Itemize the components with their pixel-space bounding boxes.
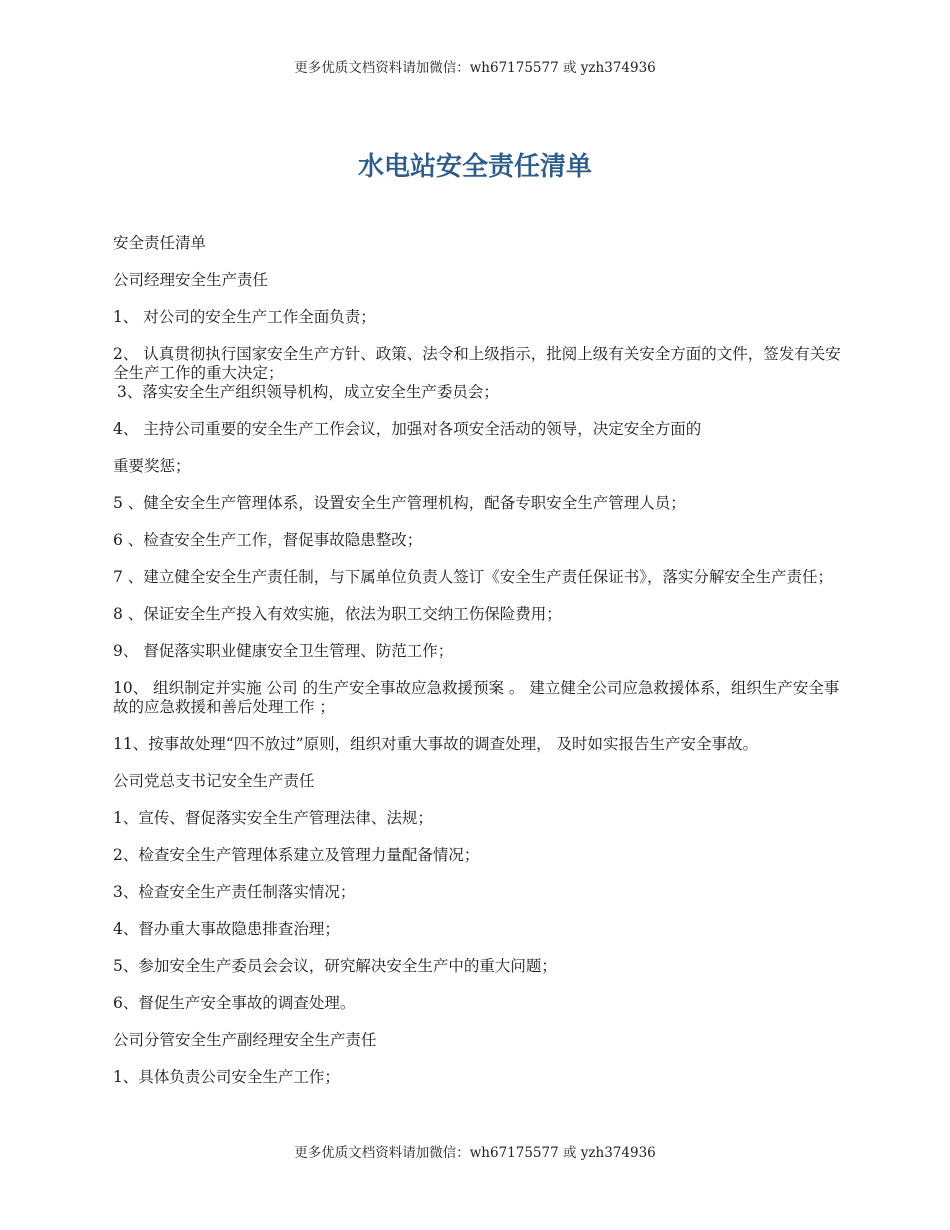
list-item: 1、 对公司的安全生产工作全面负责； <box>113 308 376 326</box>
list-item: 3、检查安全生产责任制落实情况； <box>113 883 356 901</box>
list-item: 6 、检查安全生产工作，督促事故隐患整改； <box>113 531 423 549</box>
list-item: 6、督促生产安全事故的调查处理。 <box>113 994 356 1012</box>
list-item: 5 、健全安全生产管理体系，设置安全生产管理机构，配备专职安全生产管理人员； <box>113 494 686 512</box>
list-item: 4、 主持公司重要的安全生产工作会议，加强对各项安全活动的领导，决定安全方面的 <box>113 420 702 438</box>
list-item: 1、具体负责公司安全生产工作； <box>113 1068 340 1086</box>
paragraph: 安全责任清单 <box>113 234 207 252</box>
document-title: 水电站安全责任清单 <box>357 152 592 182</box>
list-item: 7 、建立健全安全生产责任制，与下属单位负责人签订《安全生产责任保证书》，落实分解安全生产责任； <box>113 568 834 586</box>
list-item-continuation: 重要奖惩； <box>113 457 191 475</box>
list-item: 4、督办重大事故隐患排查治理； <box>113 920 340 938</box>
list-item: 5、参加安全生产委员会会议，研究解决安全生产中的重大问题； <box>113 957 557 975</box>
list-item: 11、按事故处理“四不放过”原则，组织对重大事故的调查处理， 及时如实报告生产安全事故。 <box>113 735 759 753</box>
page-header: 更多优质文档资料请加微信：wh67175577 或 yzh374936 <box>294 60 656 76</box>
list-item: 9、 督促落实职业健康安全卫生管理、防范工作； <box>113 642 454 660</box>
list-item: 8 、保证安全生产投入有效实施，依法为职工交纳工伤保险费用； <box>113 605 562 623</box>
section-heading: 公司经理安全生产责任 <box>113 271 269 289</box>
document-body <box>113 234 843 1105</box>
list-item: 3、落实安全生产组织领导机构，成立安全生产委员会； <box>117 383 499 401</box>
section-heading: 公司分管安全生产副经理安全生产责任 <box>113 1031 377 1049</box>
list-item: 10、 组织制定并实施 公司 的生产安全事故应急救援预案 。 建立健全公司应急救援体系，组织生产安全事故的应急救援和善后处理工作 ； <box>113 679 840 716</box>
list-item: 2、检查安全生产管理体系建立及管理力量配备情况； <box>113 846 480 864</box>
list-item: 1、宣传、督促落实安全生产管理法律、法规； <box>113 809 433 827</box>
page-footer: 更多优质文档资料请加微信：wh67175577 或 yzh374936 <box>294 1145 656 1161</box>
list-item: 2、 认真贯彻执行国家安全生产方针、政策、法令和上级指示，批阅上级有关安全方面的文件，签发有关安全生产工作的重大决定； <box>113 345 841 382</box>
section-heading: 公司党总支书记安全生产责任 <box>113 772 315 790</box>
